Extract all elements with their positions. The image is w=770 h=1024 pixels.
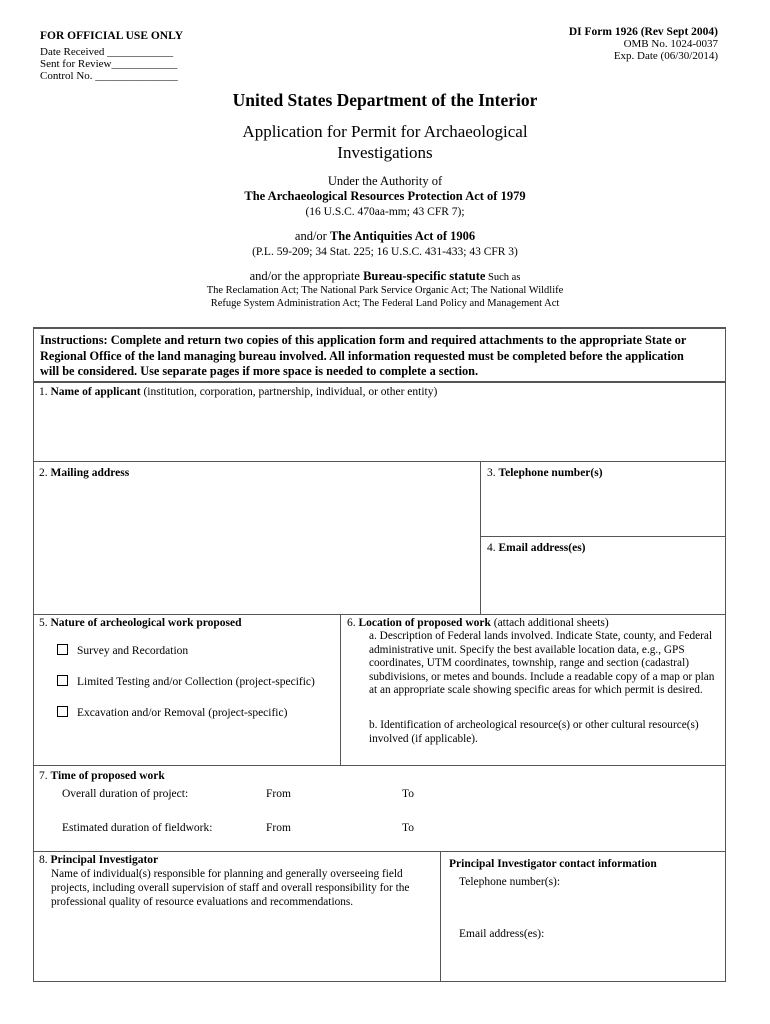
section-number: 6. [347, 617, 359, 629]
checkbox-icon[interactable] [57, 675, 68, 686]
official-use-title: FOR OFFICIAL USE ONLY [40, 30, 184, 42]
department-title: United States Department of the Interior [232, 90, 538, 110]
such-as: Such as [485, 272, 521, 283]
form-number: DI Form 1926 (Rev Sept 2004) [568, 26, 718, 38]
location-label [347, 617, 609, 629]
divider [33, 614, 726, 615]
bureau-statute-line [0, 269, 770, 284]
section-label: Name of applicant [50, 386, 141, 398]
divider [480, 461, 481, 614]
section-label: Time of proposed work [50, 770, 165, 782]
pi-contact-label: Principal Investigator contact information [449, 858, 657, 870]
checkbox-excavation[interactable] [57, 706, 287, 719]
checkbox-icon[interactable] [57, 644, 68, 655]
applicant-name-field[interactable] [39, 386, 437, 398]
arpa-citation: (16 U.S.C. 470aa-mm; 43 CFR 7); [305, 206, 465, 218]
fieldwork-to-field[interactable]: To [402, 822, 414, 834]
expiration-date: Exp. Date (06/30/2014) [613, 50, 718, 62]
section-label: Telephone number(s) [498, 467, 603, 479]
section-label: Nature of archeological work proposed [50, 617, 242, 629]
arpa-act: The Archaeological Resources Protection Act of 1979 [244, 189, 526, 203]
section-label: Mailing address [50, 467, 130, 479]
divider [340, 614, 341, 765]
divider [33, 327, 726, 329]
divider [725, 327, 726, 982]
section-label: Principal Investigator [50, 854, 159, 866]
section-number: 7. [39, 770, 51, 782]
statutes-line2: Refuge System Administration Act; The Federal Land Policy and Management Act [210, 298, 560, 309]
work-nature-label [39, 617, 242, 629]
divider [33, 851, 726, 852]
section-number: 1. [39, 386, 51, 398]
text-line: subdivisions, or metes and bounds. Include a readable copy of a map or plan [369, 670, 715, 683]
text-line: projects, including overall supervision of staff and overall responsibility for the [51, 882, 410, 894]
antiquities-act-line [0, 229, 770, 244]
checkbox-survey[interactable] [57, 644, 188, 657]
checkbox-icon[interactable] [57, 706, 68, 717]
instructions-line: Regional Office of the land managing bureau involved. All information requested must be completed before the application [40, 348, 684, 363]
authority-text: Under the Authority of [327, 174, 443, 188]
text-line: b. Identification of archeological resource(s) or other cultural resource(s) [369, 719, 699, 731]
pi-email-field[interactable]: Email address(es): [459, 928, 545, 940]
andor-text: and/or the appropriate [249, 269, 364, 283]
control-no-field[interactable]: Control No. _______________ [40, 70, 178, 82]
omb-number: OMB No. 1024-0037 [623, 38, 718, 50]
section-number: 3. [487, 467, 499, 479]
text-line: a. Description of Federal lands involved. Indicate State, county, and Federal [369, 630, 713, 642]
text-line: Name of individual(s) responsible for planning and generally overseeing field [51, 868, 403, 880]
section-number: 5. [39, 617, 51, 629]
text-line: coordinates, UTM coordinates, township, range and section (cadastral) [369, 657, 689, 669]
text-line: administrative unit. Specify the best available location data, e.g., GPS [369, 643, 685, 656]
bureau-statute: Bureau-specific statute [363, 269, 486, 283]
mailing-address-field[interactable] [39, 467, 129, 479]
antiquities-citation: (P.L. 59-209; 34 Stat. 225; 16 U.S.C. 431-433; 43 CFR 3) [252, 246, 518, 258]
text-line: involved (if applicable). [369, 732, 478, 745]
divider [33, 765, 726, 766]
divider [480, 536, 726, 537]
section-number: 8. [39, 854, 51, 866]
antiquities-act: The Antiquities Act of 1906 [329, 229, 476, 243]
location-description-b[interactable] [369, 719, 699, 746]
form-title-line2: Investigations [337, 143, 433, 162]
option-label: Excavation and/or Removal (project-specific) [77, 707, 288, 719]
sent-for-review-field[interactable]: Sent for Review____________ [40, 58, 178, 70]
section-note: (attach additional sheets) [490, 617, 609, 629]
instructions [40, 333, 686, 380]
text-line: professional quality of resource evaluations and recommendations. [51, 896, 354, 908]
time-label [39, 770, 165, 782]
text-line: at an appropriate scale showing specific areas for which permit is desired. [369, 684, 703, 696]
form-title-line1: Application for Permit for Archaeological [242, 122, 528, 141]
instructions-line: will be considered. Use separate pages if more space is needed to complete a section. [40, 364, 479, 378]
andor-text: and/or [294, 229, 330, 243]
divider [33, 981, 726, 982]
statutes-line1: The Reclamation Act; The National Park Service Organic Act; The National Wildlife [206, 285, 564, 296]
overall-from-field[interactable]: From [266, 788, 291, 800]
overall-to-field[interactable]: To [402, 788, 414, 800]
section-note: (institution, corporation, partnership, individual, or other entity) [140, 386, 438, 398]
pi-telephone-field[interactable]: Telephone number(s): [459, 876, 561, 888]
overall-duration-label: Overall duration of project: [62, 788, 189, 800]
option-label: Limited Testing and/or Collection (project-specific) [77, 676, 315, 688]
divider [33, 461, 726, 462]
date-received-field[interactable]: Date Received ____________ [40, 46, 174, 58]
fieldwork-from-field[interactable]: From [266, 822, 291, 834]
divider [440, 851, 441, 981]
email-field[interactable] [487, 542, 586, 554]
section-number: 2. [39, 467, 51, 479]
pi-label [39, 854, 158, 866]
divider [33, 327, 34, 982]
section-label: Email address(es) [498, 542, 586, 554]
checkbox-limited-testing[interactable] [57, 675, 315, 688]
divider [33, 381, 726, 383]
pi-description[interactable] [51, 867, 409, 909]
fieldwork-duration-label: Estimated duration of fieldwork: [62, 822, 213, 834]
section-number: 4. [487, 542, 499, 554]
option-label: Survey and Recordation [77, 645, 189, 657]
instructions-line: Instructions: Complete and return two copies of this application form and required attachments to the appropriate State or [40, 333, 687, 347]
section-label: Location of proposed work [358, 617, 491, 629]
telephone-field[interactable] [487, 467, 603, 479]
location-description-a[interactable] [369, 630, 714, 698]
